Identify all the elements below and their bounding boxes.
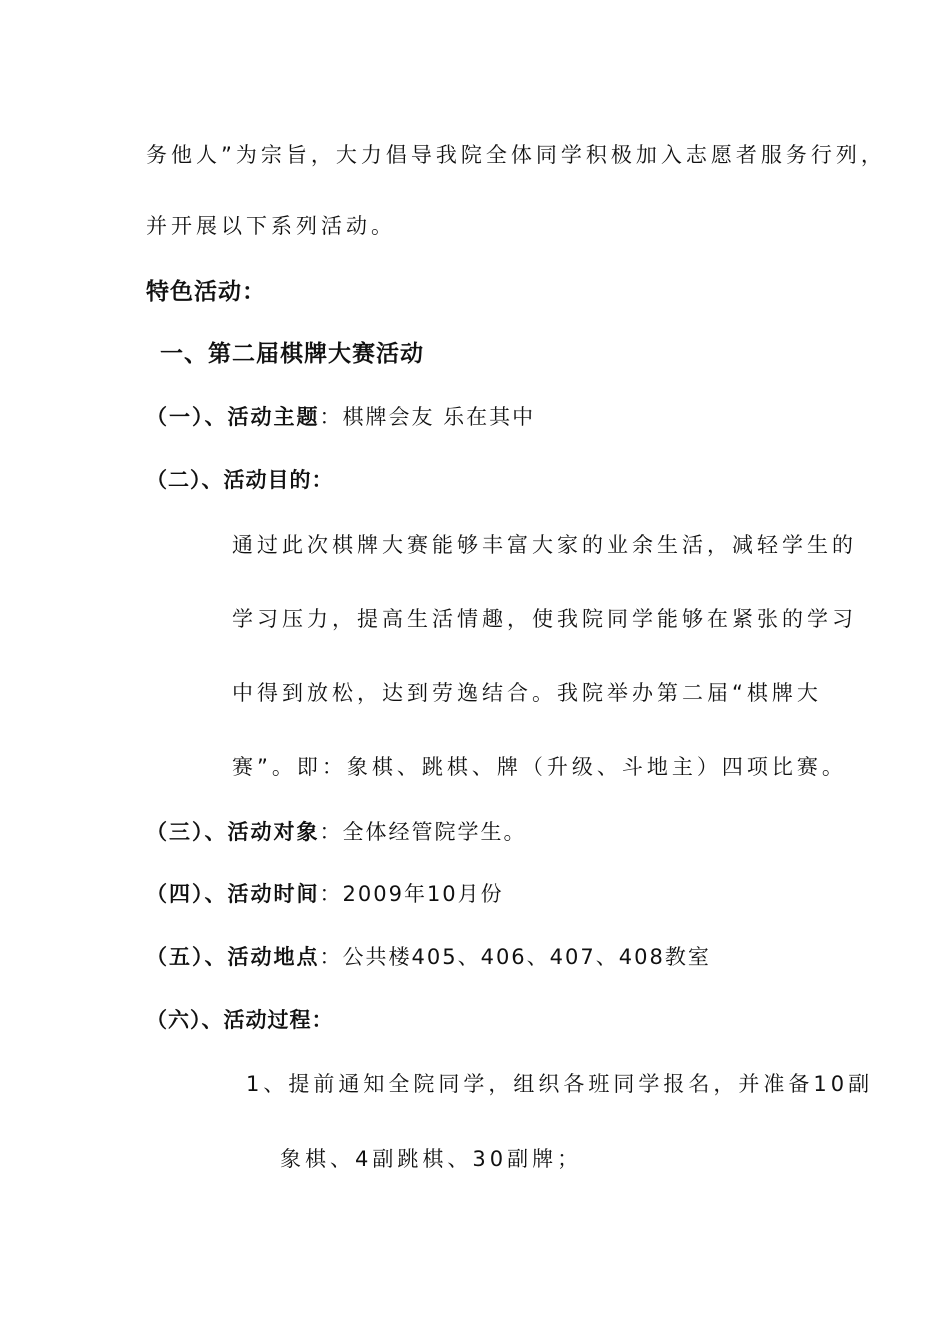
audience-label: （三）、活动对象: [146, 820, 320, 844]
process-label: （六）、活动过程：: [146, 1008, 334, 1032]
purpose-line-1: 通过此次棋牌大赛能够丰富大家的业余生活，减轻学生的: [232, 533, 857, 557]
intro-line-1: 务他人”为宗旨，大力倡导我院全体同学积极加入志愿者服务行列，: [146, 143, 886, 167]
process-item-1-continued: 象棋、4副跳棋、30副牌；: [280, 1147, 583, 1171]
process-item-1: 1、提前通知全院同学，组织各班同学报名，并准备10副: [246, 1072, 874, 1096]
audience-row: [146, 818, 527, 846]
purpose-label: （二）、活动目的：: [146, 468, 334, 492]
intro-line-2: 并开展以下系列活动。: [146, 214, 396, 238]
time-row: [146, 880, 504, 908]
audience-value: ：全体经管院学生。: [319, 820, 527, 844]
purpose-line-3: 中得到放松，达到劳逸结合。我院举办第二届“棋牌大: [232, 681, 822, 705]
special-activities-heading: 特色活动：: [146, 279, 266, 305]
purpose-line-4: 赛”。即：象棋、跳棋、牌（升级、斗地主）四项比赛。: [232, 755, 847, 779]
purpose-line-2: 学习压力，提高生活情趣，使我院同学能够在紧张的学习: [232, 607, 857, 631]
event-title: 一、第二届棋牌大赛活动: [160, 341, 424, 367]
location-value: ：公共楼405、406、407、408教室: [319, 945, 711, 969]
location-label: （五）、活动地点: [146, 945, 320, 969]
theme-value: ：棋牌会友 乐在其中: [319, 405, 536, 429]
location-row: [146, 943, 711, 971]
time-label: （四）、活动时间: [146, 882, 320, 906]
time-value: ：2009年10月份: [319, 882, 504, 906]
theme-label: （一）、活动主题: [146, 405, 320, 429]
theme-row: [146, 403, 535, 431]
